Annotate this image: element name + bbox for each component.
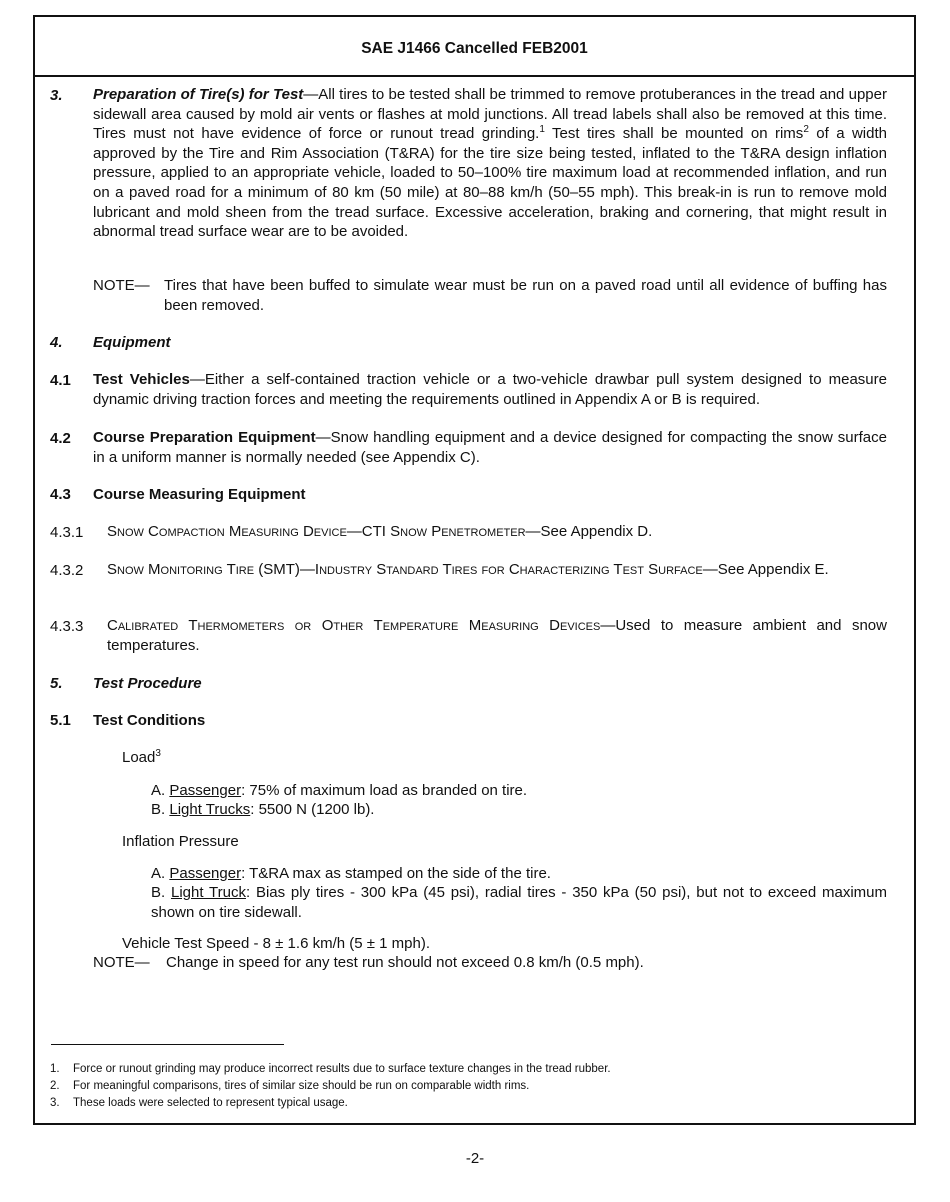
section-4-1-paragraph (93, 370, 887, 409)
section-4-2-text: —Snow handling equipment and a device designed for compacting the snow surface in a uniform manner is normally needed (see Appendix C). (93, 429, 887, 466)
inflation-a-label: Passenger (169, 865, 242, 882)
load-item-a (151, 781, 887, 801)
section-3-number: 3. (50, 87, 63, 104)
inflation-a-prefix: A. (151, 865, 166, 882)
section-4-3-3-number: 4.3.3 (50, 618, 84, 635)
section-4-3-2-paragraph (107, 560, 887, 580)
section-4-1-heading: Test Vehicles (93, 371, 190, 388)
footnote-2-number: 2. (50, 1080, 60, 1092)
section-5-heading: Test Procedure (93, 675, 202, 692)
section-4-1-number: 4.1 (50, 372, 71, 389)
section-3-text-b: Test tires shall be mounted on rims (544, 125, 804, 143)
section-5-1-heading: Test Conditions (93, 712, 206, 729)
footnote-divider (51, 1044, 284, 1045)
section-4-3-3-text: —Used to measure ambient and snow temperatures. (107, 617, 887, 654)
section-4-3-heading: Course Measuring Equipment (93, 486, 306, 503)
section-3-note-label: NOTE— (93, 277, 150, 294)
footnote-1 (50, 1061, 890, 1078)
inflation-item-b (151, 883, 887, 922)
page-number: -2- (465, 1150, 485, 1167)
load-a-prefix: A. (151, 782, 166, 799)
footnotes (50, 1061, 890, 1112)
footnote-ref-3: 3 (155, 748, 161, 759)
section-4-3-3-heading: Calibrated Thermometers or Other Temperature Measuring Devices (107, 617, 601, 634)
section-4-2-number: 4.2 (50, 430, 71, 447)
inflation-b-text: : Bias ply tires - 300 kPa (45 psi), radial tires - 350 kPa (50 psi), but not to exceed maximum shown on tire sidewall. (151, 884, 888, 921)
footnote-ref-1: 1 (539, 124, 545, 136)
section-5-1-number: 5.1 (50, 712, 71, 729)
inflation-label: Inflation Pressure (122, 833, 239, 850)
section-3-paragraph (93, 85, 887, 242)
section-4-3-1-text: —See Appendix D. (525, 523, 653, 540)
load-label (122, 748, 161, 768)
section-4-3-number: 4.3 (50, 486, 71, 503)
section-4-3-2-heading: Snow Monitoring Tire (SMT)—Industry Standard Tires for Characterizing Test Surface (107, 561, 703, 578)
header-title: SAE J1466 Cancelled FEB2001 (361, 40, 588, 57)
section-3-note-text: Tires that have been buffed to simulate wear must be run on a paved road until all evidence of buffing has been removed. (164, 277, 887, 314)
footnote-ref-2: 2 (803, 124, 809, 136)
section-4-3-1-number: 4.3.1 (50, 524, 84, 541)
load-b-text: : 5500 N (1200 lb). (250, 801, 375, 818)
section-4-1-text: —Either a self-contained traction vehicle or a two-vehicle drawbar pull system designed to measure dynamic driving traction forces and meeting the requirements outlined in Appendix A or B is required. (93, 371, 887, 408)
section-5-note-label: NOTE— (93, 954, 150, 971)
footnote-2-text: For meaningful comparisons, tires of similar size should be run on comparable width rims. (73, 1080, 530, 1092)
inflation-b-label: Light Truck (170, 884, 246, 901)
footnote-1-number: 1. (50, 1063, 60, 1075)
section-3-text-a: —All tires to be tested shall be trimmed to remove protuberances in the tread and upper sidewall area caused by mold air vents or flashes at mold junctions. All tread labels shall also be removed at this time. Tires must not have evidence of force or runout tread grinding. (93, 86, 887, 143)
section-4-2-heading: Course Preparation Equipment (93, 429, 316, 446)
load-b-prefix: B. (151, 801, 166, 818)
section-4-3-1-paragraph (107, 522, 887, 542)
inflation-item-a (151, 864, 887, 884)
section-5-number: 5. (50, 675, 63, 692)
section-3-text-c: of a width approved by the Tire and Rim Association (T&RA) for the tire size being tested, inflated to the T&RA design inflation pressure, applied to an appropriate vehicle, loaded to 50–100% tire maximum load at recommended inflation, and run on a paved road for a minimum of 80 km (50 mile) at 80–88 km/h (50–55 mph). This break-in is run to remove mold lubricant and mold sheen from the tread surface. Excessive acceleration, braking and cornering, that might result in abnormal tread surface wear are to be avoided. (93, 125, 887, 241)
section-4-number: 4. (50, 334, 63, 351)
section-4-2-paragraph (93, 428, 887, 467)
footnote-1-text: Force or runout grinding may produce incorrect results due to surface texture changes in the tread rubber. (73, 1063, 611, 1075)
section-5-note-text: Change in speed for any test run should not exceed 0.8 km/h (0.5 mph). (166, 954, 644, 971)
section-4-3-2-text: —See Appendix E. (702, 561, 829, 578)
footnote-3-number: 3. (50, 1097, 60, 1109)
load-b-label: Light Trucks (169, 801, 251, 818)
section-4-3-3-paragraph (107, 616, 887, 655)
load-a-text: : 75% of maximum load as branded on tire. (241, 782, 528, 799)
vehicle-test-speed: Vehicle Test Speed - 8 ± 1.6 km/h (5 ± 1 mph). (122, 935, 431, 952)
load-item-b (151, 800, 887, 820)
footnote-3 (50, 1095, 890, 1112)
footnote-3-text: These loads were selected to represent typical usage. (73, 1097, 348, 1109)
load-a-label: Passenger (169, 782, 242, 799)
section-4-3-2-number: 4.3.2 (50, 562, 84, 579)
footnote-2 (50, 1078, 890, 1095)
section-4-3-1-heading: Snow Compaction Measuring Device—CTI Snow Penetrometer (107, 523, 526, 540)
section-4-heading: Equipment (93, 334, 171, 351)
document-header (35, 17, 914, 77)
section-3-heading: Preparation of Tire(s) for Test (93, 86, 304, 103)
inflation-b-prefix: B. (151, 884, 166, 901)
inflation-a-text: : T&RA max as stamped on the side of the tire. (241, 865, 551, 882)
load-label-text: Load (122, 749, 156, 766)
